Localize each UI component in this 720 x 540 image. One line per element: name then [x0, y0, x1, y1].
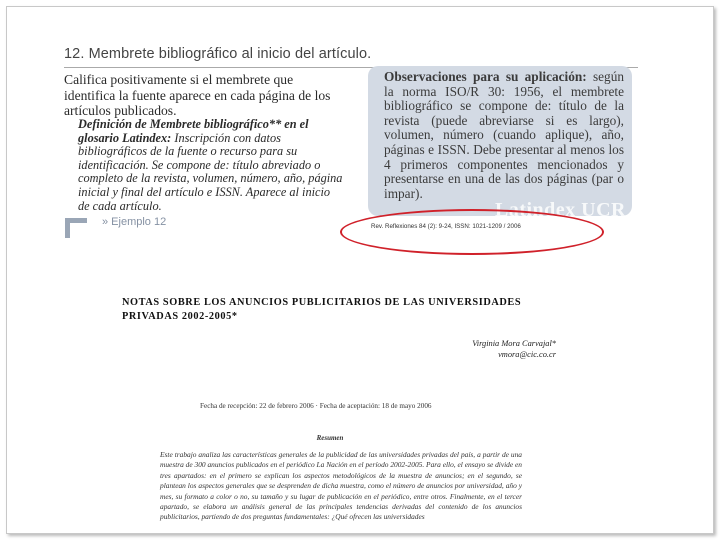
criteria-text: Califica positivamente si el membrete que identifica la fuente aparece en cada página de los artículos publicados. — [64, 72, 331, 119]
example-label: » Ejemplo 12 — [102, 216, 167, 228]
definition-text: Inscripción con datos bibliográficos de la fuente o recurso para su identificación. Se compone de: título abreviado o completo de la revista, volumen, número, año, página inicial y final del artículo e ISSN. Aparece al inicio de cada artículo. — [78, 130, 343, 213]
definition-term-suffix: ** en el glosario Latindex: — [78, 117, 309, 145]
section-title: 12. Membrete bibliográfico al inicio del artículo. — [64, 46, 372, 62]
author-block — [472, 338, 556, 360]
article-title: NOTAS SOBRE LOS ANUNCIOS PUBLICITARIOS DE LAS UNIVERSIDADES PRIVADAS 2002-2005* — [122, 297, 522, 322]
observations-text — [384, 70, 624, 201]
observations-label: Observaciones para su aplicación: — [384, 69, 587, 84]
author-email: vmora@cic.co.cr — [498, 350, 556, 359]
author-name: Virginia Mora Carvajal* — [472, 339, 556, 348]
article-dates: Fecha de recepción: 22 de febrero 2006 · Fecha de aceptación: 18 de mayo 2006 — [200, 402, 432, 410]
highlight-ellipse — [340, 209, 604, 255]
definition-term: Definición de Membrete bibliográfico — [78, 117, 269, 131]
watermark: Latindex UCR — [494, 199, 626, 216]
observations-box — [368, 66, 632, 216]
bibliographic-citation: Rev. Reflexiones 84 (2): 9-24, ISSN: 1021-1209 / 2006 — [371, 223, 521, 230]
definition-block — [78, 118, 344, 213]
example-bracket-icon — [65, 218, 87, 238]
abstract-text: Este trabajo analiza las características generales de la publicidad de las universidades privadas del país, a partir de una muestra de 300 anuncios publicados en el periódico La Nación en el período 2002-2005. Para ello, el ensayo se divide en tres apartados: en el primero se explican los aspectos metodológicos de la muestra de anuncios; en el segundo, se plantean los aspectos generales que se desprenden de dicha muestra, como el número de anuncios por universidad, año y mes, su formato a color o no, su tamaño y su lugar de publicación en el periódico, entre otros. Finalmente, en el tercer apartado, se elabora un análisis general de las principales tendencias derivadas del contenido de los anuncios publicitarios, partiendo de dos preguntas fundamentales: ¿Qué ofrecen las universidades — [160, 450, 522, 522]
article-excerpt — [100, 296, 556, 536]
observations-body: según la norma ISO/R 30: 1956, el membrete bibliográfico se compone de: título de la revista (puede abreviarse si es largo), volumen, número (cuando aplique), año, páginas e ISSN. Debe presentar al menos los 4 primeros componentes mencionados y presentarse en una de las dos páginas (par o impar). — [384, 69, 625, 201]
abstract-heading: Resumen — [316, 434, 344, 442]
